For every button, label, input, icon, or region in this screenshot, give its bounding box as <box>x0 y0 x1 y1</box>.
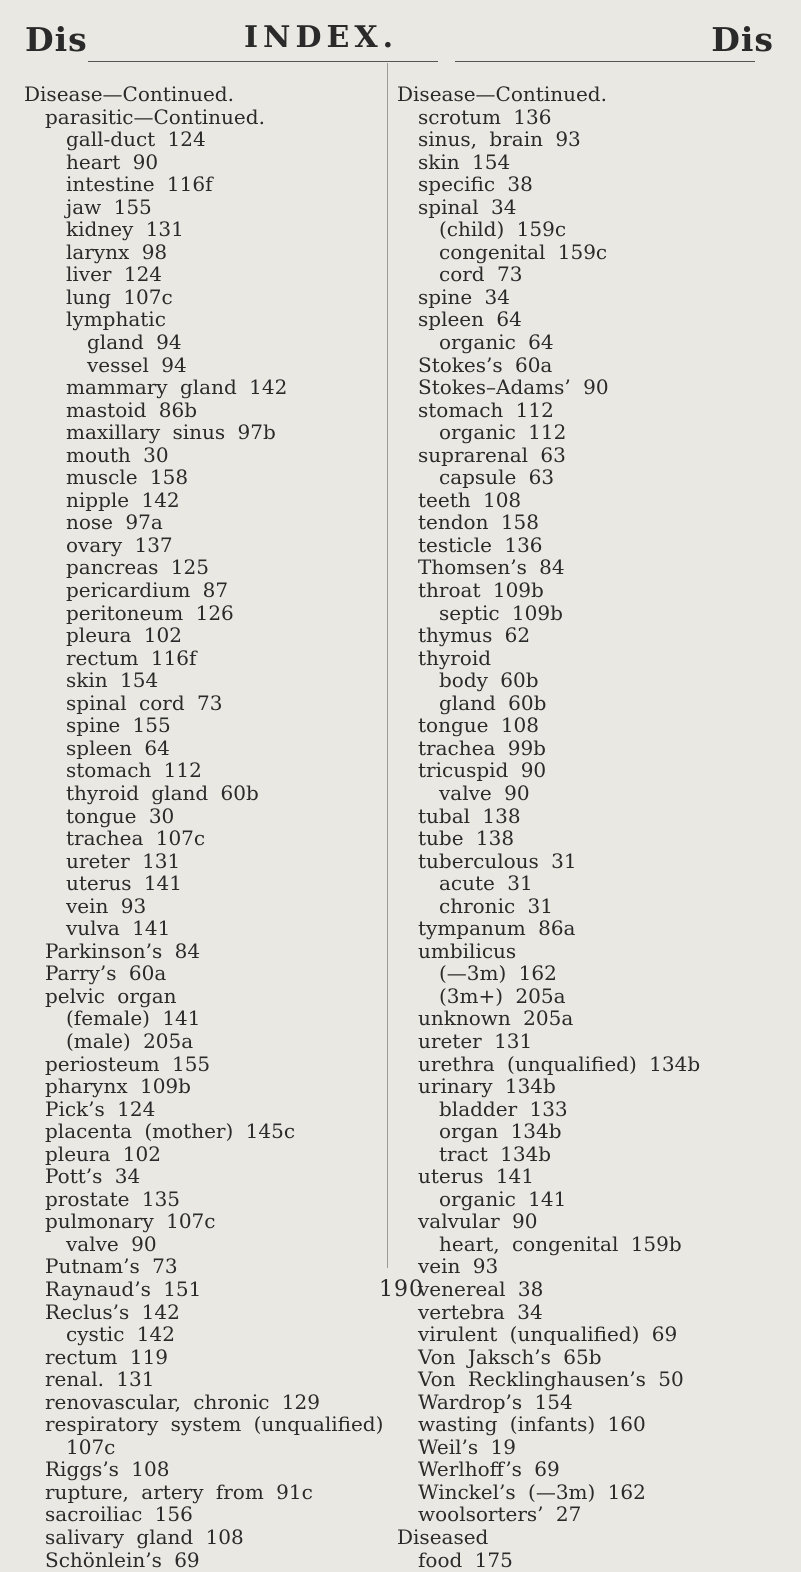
index-entry: gland 60b <box>439 690 547 715</box>
index-entry: vein 93 <box>418 1254 499 1279</box>
right-column <box>397 83 792 1571</box>
index-entry: gland 94 <box>87 330 182 355</box>
index-entry: septic 109b <box>439 600 563 625</box>
index-entry: stomach 112 <box>66 758 202 783</box>
index-entry: uterus 141 <box>66 871 182 896</box>
index-entry: Werlhoff’s 69 <box>418 1457 560 1482</box>
index-entry: Parry’s 60a <box>45 961 167 986</box>
index-entry: spinal cord 73 <box>66 690 223 715</box>
index-entry: stomach 112 <box>418 397 554 422</box>
header-left-guide-word: Dis <box>25 20 88 59</box>
index-entry: body 60b <box>439 668 539 693</box>
index-entry: pleura 102 <box>66 623 182 648</box>
index-entry: maxillary sinus 97b <box>66 420 276 445</box>
index-entry: Von Recklinghausen’s 50 <box>418 1367 684 1392</box>
index-entry: nipple 142 <box>66 487 180 512</box>
index-entry: vulva 141 <box>66 916 171 941</box>
header-right-guide-word: Dis <box>711 20 774 59</box>
index-entry: tongue 108 <box>418 713 540 738</box>
index-entry: woolsorters’ 27 <box>418 1502 582 1527</box>
index-entry: peritoneum 126 <box>66 600 234 625</box>
page-number: 190 <box>379 1277 424 1302</box>
index-entry: spinal 34 <box>418 194 517 219</box>
index-entry: pericardium 87 <box>66 578 229 603</box>
index-entry: organic 141 <box>439 1186 567 1211</box>
index-entry: renovascular, chronic 129 <box>45 1389 320 1414</box>
index-entry: scrotum 136 <box>418 104 552 129</box>
index-entry: sinus, brain 93 <box>418 127 581 152</box>
index-entry: organic 112 <box>439 420 567 445</box>
index-entry: pelvic organ <box>45 983 177 1008</box>
index-entry: Stokes–Adams’ 90 <box>418 375 609 400</box>
index-entry: gall-duct 124 <box>66 127 206 152</box>
index-entry: tube 138 <box>418 826 515 851</box>
index-entry: Diseased <box>397 1525 489 1549</box>
index-entry: valvular 90 <box>418 1209 538 1234</box>
index-entry: ureter 131 <box>66 848 181 873</box>
index-entry: Parkinson’s 84 <box>45 938 201 963</box>
index-entry: rupture, artery from 91c <box>45 1479 313 1504</box>
index-entry: jaw 155 <box>66 194 152 219</box>
index-entry: Von Jaksch’s 65b <box>418 1344 602 1369</box>
index-entry: muscle 158 <box>66 465 189 490</box>
index-entry: testicle 136 <box>418 532 543 557</box>
index-entry: Schönlein’s 69 <box>45 1547 200 1572</box>
index-entry: trachea 107c <box>66 826 206 851</box>
index-entry: suprarenal 63 <box>418 442 566 467</box>
index-entry: Raynaud’s 151 <box>45 1276 202 1301</box>
index-entry: acute 31 <box>439 871 533 896</box>
index-entry: urethra (unqualified) 134b <box>418 1051 701 1076</box>
index-entry: kidney 131 <box>66 217 184 242</box>
index-entry: Wardrop’s 154 <box>418 1389 573 1414</box>
index-entry: Thomsen’s 84 <box>418 555 565 580</box>
index-entry: virulent (unqualified) 69 <box>418 1322 678 1347</box>
index-entry: mouth 30 <box>66 442 169 467</box>
index-entry: thymus 62 <box>418 623 531 648</box>
index-entry: food 175 <box>418 1547 513 1572</box>
index-entry: heart, congenital 159b <box>439 1231 682 1256</box>
index-entry: (3m+) 205a <box>439 983 566 1008</box>
index-entry: ovary 137 <box>66 532 173 557</box>
index-entry: organ 134b <box>439 1119 562 1144</box>
index-entry: cystic 142 <box>66 1322 175 1347</box>
index-entry: rectum 116f <box>66 645 197 670</box>
index-entry: tuberculous 31 <box>418 848 577 873</box>
header-rule-left <box>88 61 438 62</box>
index-entry: intestine 116f <box>66 172 213 197</box>
index-entry: bladder 133 <box>439 1096 568 1121</box>
index-entry: venereal 38 <box>418 1276 544 1301</box>
index-entry: trachea 99b <box>418 735 546 760</box>
index-entry: skin 154 <box>66 668 159 693</box>
index-entry: Weil’s 19 <box>418 1434 516 1459</box>
index-entry: pancreas 125 <box>66 555 209 580</box>
index-entry: tongue 30 <box>66 803 175 828</box>
index-entry: urinary 134b <box>418 1074 556 1099</box>
index-entry: specific 38 <box>418 172 533 197</box>
index-entry: heart 90 <box>66 149 159 174</box>
index-entry: liver 124 <box>66 262 163 287</box>
index-entry: nose 97a <box>66 510 163 535</box>
index-entry: spleen 64 <box>66 735 170 760</box>
index-entry: tubal 138 <box>418 803 521 828</box>
index-entry: thyroid gland 60b <box>66 780 259 805</box>
index-entry: Putnam’s 73 <box>45 1254 178 1279</box>
index-entry: respiratory system (unqualified) <box>45 1412 384 1437</box>
index-entry: rectum 119 <box>45 1344 169 1369</box>
index-entry: Disease—Continued. <box>397 82 607 106</box>
index-entry: tricuspid 90 <box>418 758 547 783</box>
index-entry: Reclus’s 142 <box>45 1299 180 1324</box>
index-entry: throat 109b <box>418 578 544 603</box>
index-entry: valve 90 <box>439 780 530 805</box>
index-entry: Winckel’s (—3m) 162 <box>418 1479 646 1504</box>
index-entry: salivary gland 108 <box>45 1525 244 1549</box>
index-entry: Disease—Continued. <box>24 82 234 106</box>
index-entry: tendon 158 <box>418 510 540 535</box>
index-entry: skin 154 <box>418 149 511 174</box>
index-entry: (—3m) 162 <box>439 961 557 986</box>
index-entry: lymphatic <box>66 307 166 332</box>
index-entry: parasitic—Continued. <box>45 104 265 129</box>
index-entry: (male) 205a <box>66 1028 194 1053</box>
index-entry: pharynx 109b <box>45 1074 191 1099</box>
index-entry: unknown 205a <box>418 1006 574 1031</box>
index-entry: spine 34 <box>418 284 510 309</box>
index-entry: tract 134b <box>439 1141 552 1166</box>
index-entry: periosteum 155 <box>45 1051 211 1076</box>
index-entry: vein 93 <box>66 893 147 918</box>
index-entry: Riggs’s 108 <box>45 1457 170 1482</box>
index-entry: wasting (infants) 160 <box>418 1412 646 1437</box>
index-entry: uterus 141 <box>418 1164 534 1189</box>
index-entry: larynx 98 <box>66 239 168 264</box>
index-entry: teeth 108 <box>418 487 522 512</box>
index-entry: ureter 131 <box>418 1028 533 1053</box>
index-entry: vessel 94 <box>87 352 187 377</box>
index-entry: Stokes’s 60a <box>418 352 553 377</box>
index-entry: pulmonary 107c <box>45 1209 216 1234</box>
header-title: INDEX. <box>244 20 399 55</box>
index-entry: placenta (mother) 145c <box>45 1119 296 1144</box>
index-entry: renal. 131 <box>45 1367 155 1392</box>
index-entry: mammary gland 142 <box>66 375 288 400</box>
index-entry: lung 107c <box>66 284 173 309</box>
index-entry: thyroid <box>418 645 492 670</box>
index-entry: umbilicus <box>418 938 517 963</box>
index-entry: mastoid 86b <box>66 397 198 422</box>
index-entry: cord 73 <box>439 262 523 287</box>
index-entry: Pick’s 124 <box>45 1096 156 1121</box>
index-entry: pleura 102 <box>45 1141 161 1166</box>
column-divider <box>387 63 388 1268</box>
header-rule-right <box>455 61 755 62</box>
index-entry: (child) 159c <box>439 217 567 242</box>
index-entry: vertebra 34 <box>418 1299 543 1324</box>
index-entry: sacroiliac 156 <box>45 1502 193 1527</box>
index-entry: (female) 141 <box>66 1006 201 1031</box>
index-entry: 107c <box>66 1434 116 1459</box>
index-entry: capsule 63 <box>439 465 555 490</box>
index-entry: congenital 159c <box>439 239 608 264</box>
index-entry: spine 155 <box>66 713 171 738</box>
index-entry: chronic 31 <box>439 893 553 918</box>
index-entry: spleen 64 <box>418 307 522 332</box>
index-entry: valve 90 <box>66 1231 157 1256</box>
index-entry: tympanum 86a <box>418 916 576 941</box>
index-entry: organic 64 <box>439 330 554 355</box>
left-column <box>24 83 384 1571</box>
index-entry: Pott’s 34 <box>45 1164 141 1189</box>
index-entry: prostate 135 <box>45 1186 181 1211</box>
